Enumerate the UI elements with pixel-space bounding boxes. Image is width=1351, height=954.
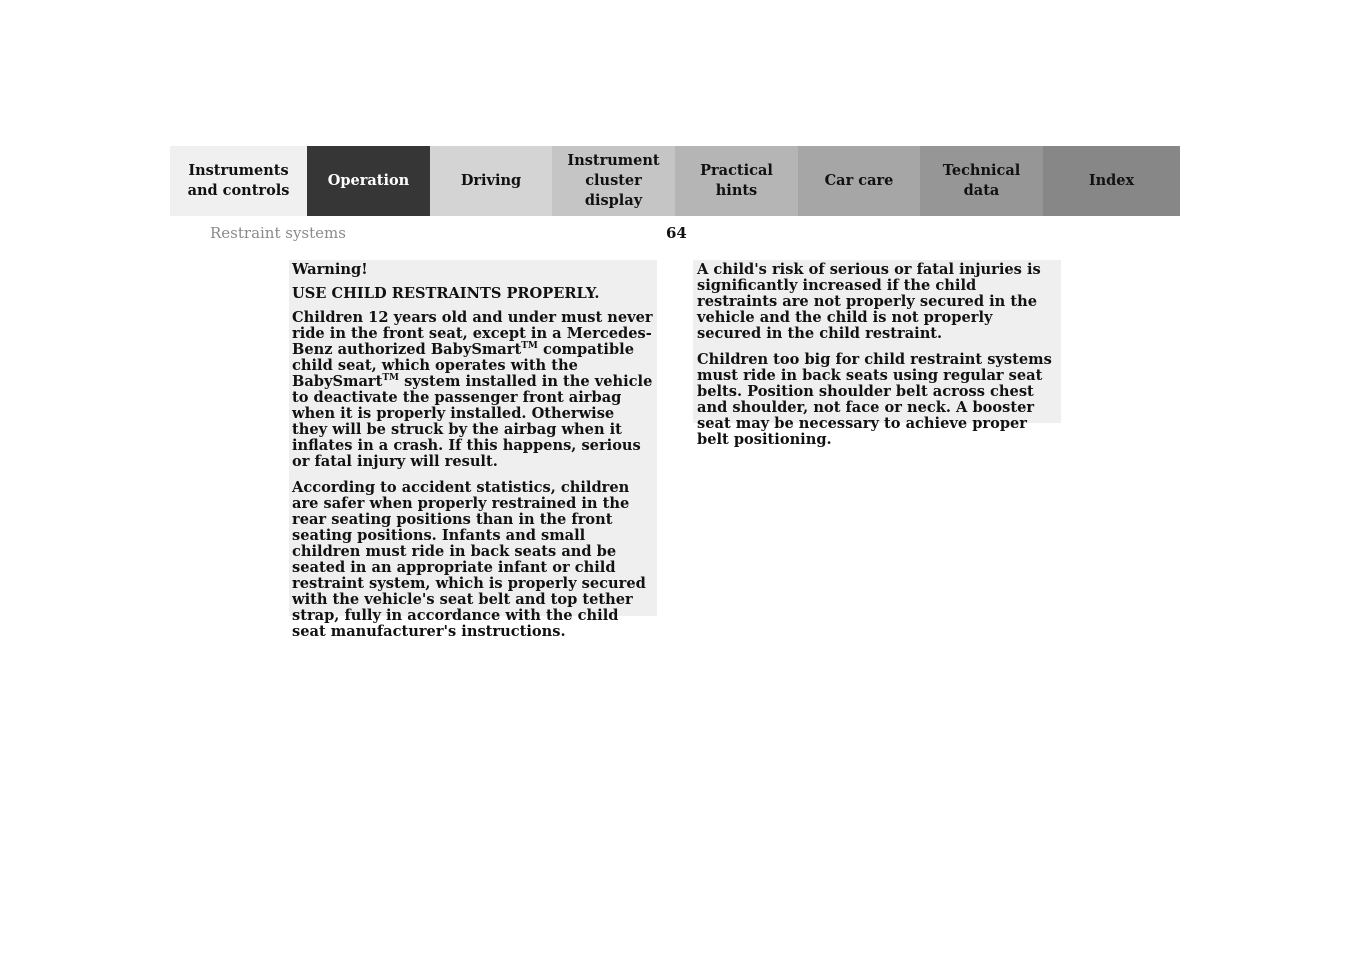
tab-label: Technical data bbox=[942, 162, 1021, 199]
warning-box bbox=[289, 260, 657, 640]
tab-instrument-cluster-display[interactable] bbox=[552, 146, 675, 216]
tab-label: Index bbox=[1088, 172, 1135, 189]
tab-label: Driving bbox=[460, 172, 522, 189]
tab-label: Operation bbox=[327, 172, 410, 189]
warning-label: Warning! bbox=[292, 261, 368, 278]
tab-car-care[interactable] bbox=[798, 146, 920, 216]
chapter-navigation bbox=[170, 146, 1180, 216]
tab-instruments-and-controls[interactable] bbox=[170, 146, 307, 216]
warning-box-continued bbox=[693, 260, 1061, 448]
tab-label: Car care bbox=[824, 172, 894, 189]
section-title: Restraint systems bbox=[210, 224, 346, 242]
tab-operation[interactable] bbox=[307, 146, 430, 216]
trademark-mark: TM bbox=[521, 341, 538, 351]
tab-label: Practical hints bbox=[700, 162, 773, 199]
tab-technical-data[interactable] bbox=[920, 146, 1043, 216]
text-run: Children 12 years old and under must never ride in the front seat, except in a Mercedes-Benz authorized BabySmart bbox=[292, 309, 653, 358]
warning-paragraph-front-seat bbox=[292, 310, 654, 470]
tab-label: Instrument cluster display bbox=[567, 152, 660, 209]
page-number: 64 bbox=[666, 224, 687, 242]
tab-label: Instruments and controls bbox=[187, 162, 290, 199]
warning-paragraph-risk: A child's risk of serious or fatal injuries is significantly increased if the child restraints are not properly secured in the vehicle and the child is not properly secured in the child restraint. bbox=[697, 261, 1041, 342]
text-run: system installed in the vehicle to deactivate the passenger front airbag when it is properly installed. Otherwise they will be struck by the airbag when it inflates in a crash. If this happens, serious or fatal injury will result. bbox=[292, 373, 653, 470]
trademark-mark: TM bbox=[382, 373, 400, 383]
warning-paragraph-statistics: According to accident statistics, children are safer when properly restrained in the rear seating positions than in the front seating positions. Infants and small children must ride in back seats and be seated in an appropriate infant or child restraint system, which is properly secured with the vehicle's seat belt and top tether strap, fully in accordance with the child seat manufacturer's instructions. bbox=[292, 479, 646, 640]
tab-practical-hints[interactable] bbox=[675, 146, 798, 216]
warning-paragraph-seat-belts: Children too big for child restraint systems must ride in back seats using regular seat belts. Position shoulder belt across chest and shoulder, not face or neck. A booster seat may be necessary to achieve proper belt positioning. bbox=[697, 351, 1052, 448]
tab-index[interactable] bbox=[1043, 146, 1180, 216]
tab-driving[interactable] bbox=[430, 146, 552, 216]
text-run: compatible child seat, which operates with the BabySmart bbox=[292, 341, 634, 390]
warning-heading: USE CHILD RESTRAINTS PROPERLY. bbox=[292, 285, 600, 302]
